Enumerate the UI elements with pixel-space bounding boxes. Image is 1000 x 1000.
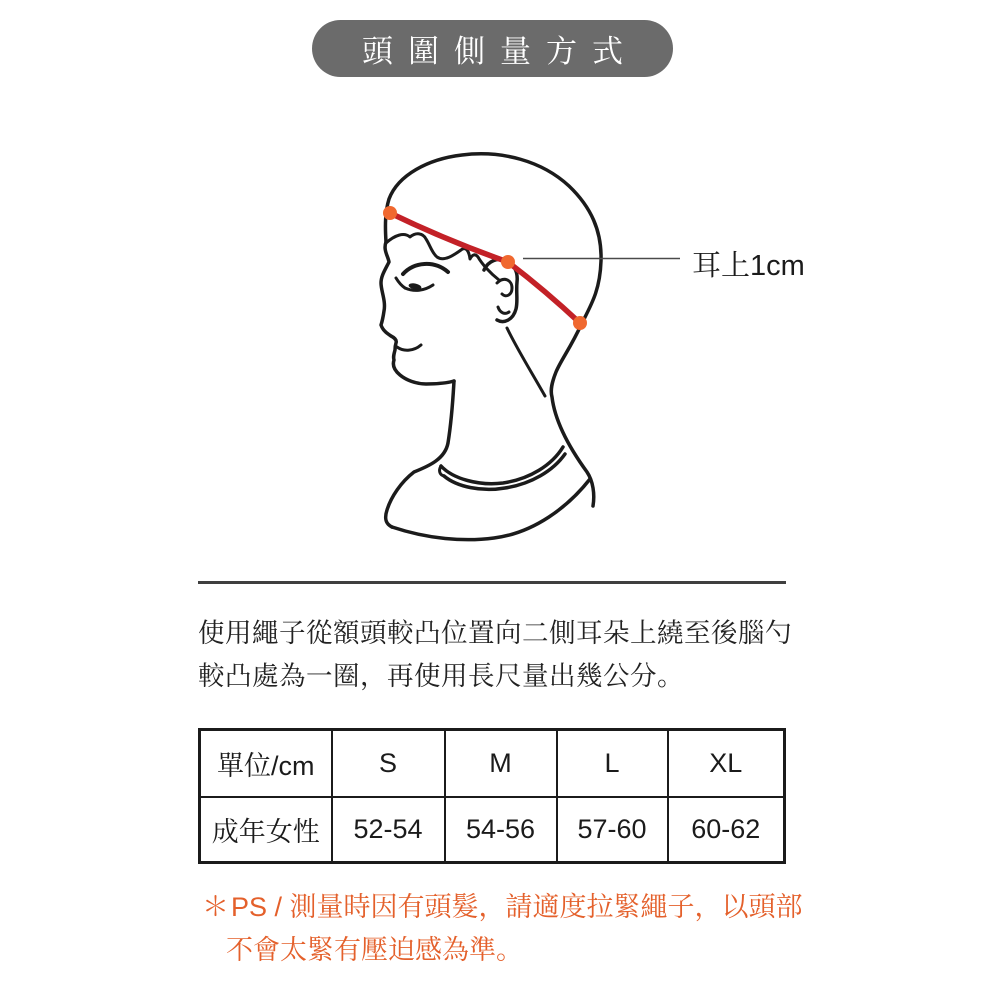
ps-note-line-2: 不會太緊有壓迫感為準。 [226,935,523,965]
back-head-dot [573,316,587,330]
size-table-header-s: S [332,730,445,798]
eyelash-flick [396,278,405,288]
ear-distance-label: 耳上1cm [692,250,805,282]
size-table-value-m: 54-56 [445,797,557,863]
head-profile-illustration [340,130,700,570]
size-table-header-l: L [557,730,668,798]
neck-side-line [507,328,545,396]
size-table-row-label: 成年女性 [200,797,332,863]
size-table-header-m: M [445,730,557,798]
above-ear-dot [501,255,515,269]
section-divider [198,581,786,584]
page-title: 頭圍側量方式 [312,20,673,77]
forehead-dot [383,206,397,220]
size-table [198,728,786,864]
skull-outline [385,154,601,506]
neck-front [386,381,454,527]
ps-note-line-1 [202,886,862,929]
ps-note-line-1-text: PS / 測量時因有頭髮，請適度拉緊繩子，以頭部 [231,892,803,922]
size-table-header-unit: 單位/cm [200,730,332,798]
instructions-text: 使用繩子從額頭較凸位置向二側耳朵上繞至後腦勺較凸處為一圈，再使用長尺量出幾公分。 [198,618,792,691]
size-table-data-row [200,797,785,863]
ear-inner-curve [497,279,512,295]
asterisk-marker: ＊ [202,892,229,922]
size-table-value-l: 57-60 [557,797,668,863]
size-table-value-s: 52-54 [332,797,445,863]
collar-outer [441,447,563,484]
eyebrow [403,264,448,274]
ear-lobe-curve [498,307,509,313]
size-table-value-xl: 60-62 [668,797,785,863]
ps-note [202,886,862,972]
mouth-line [397,345,421,350]
size-table-header-row [200,730,785,798]
size-table-header-xl: XL [668,730,785,798]
